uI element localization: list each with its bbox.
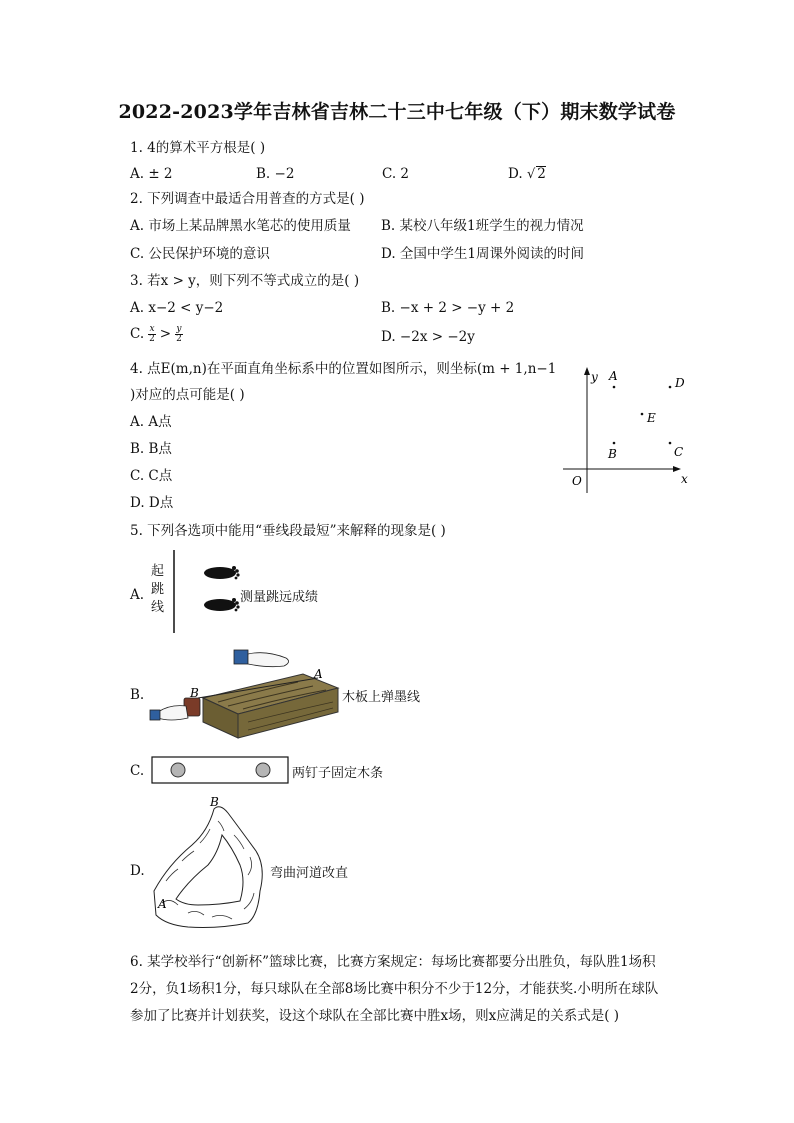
q4-coordinate-figure <box>555 365 705 495</box>
y-axis-arrow <box>584 367 590 375</box>
q1-option-a: A. ± 2 <box>130 166 173 182</box>
origin-label: O <box>572 474 582 488</box>
q3-option-a: A. x−2 < y−2 <box>130 300 224 316</box>
q2-option-d: D. 全国中学生1周课外阅读的时间 <box>381 246 585 262</box>
q5-d-point-b: B <box>210 795 219 809</box>
question-6-line3: 参加了比赛并计划获奖，设这个球队在全部比赛中胜x场，则x应满足的关系式是( ) <box>130 1008 620 1024</box>
q5-option-a-label: A. <box>130 587 145 603</box>
q5-a-caption: 测量跳远成绩 <box>240 590 319 605</box>
q3-c-frac1-den: 2 <box>149 334 155 344</box>
q5-option-b-label: B. <box>130 687 145 703</box>
q5-b-point-a: A <box>314 667 323 681</box>
q2-option-c: C. 公民保护环境的意识 <box>130 246 270 262</box>
question-4-stem-line2: )对应的点可能是( ) <box>130 387 245 403</box>
question-4-stem-line1: 4. 点E(m,n)在平面直角坐标系中的位置如图所示，则坐标(m + 1,n−1 <box>130 361 557 377</box>
q5-d-river-figure <box>148 795 270 935</box>
question-3-stem: 3. 若x > y，则下列不等式成立的是( ) <box>130 273 360 289</box>
y-axis-label: y <box>591 370 598 384</box>
point-d-dot <box>669 386 672 389</box>
q3-option-c-prefix: C. <box>130 326 149 342</box>
q1-option-b: B. −2 <box>256 166 295 182</box>
q5-a-side-char-3: 线 <box>151 600 165 615</box>
nail-left-icon <box>171 763 185 777</box>
q4-option-a: A. A点 <box>130 414 172 430</box>
point-e-dot <box>641 413 644 416</box>
q3-c-frac2-den: 2 <box>176 334 182 344</box>
q3-option-b: B. −x + 2 > −y + 2 <box>381 300 515 316</box>
point-b-dot <box>613 442 616 445</box>
question-2-stem: 2. 下列调查中最适合用普查的方式是( ) <box>130 191 365 207</box>
q5-b-point-b: B <box>190 686 199 700</box>
q3-c-frac1-num: x <box>149 324 155 334</box>
q5-a-side-text <box>151 563 164 617</box>
q5-d-point-a: A <box>158 897 167 911</box>
q2-option-a: A. 市场上某品牌黑水笔芯的使用质量 <box>130 218 351 234</box>
q1-option-d-prefix: D. <box>508 166 527 182</box>
question-6-line1: 6. 某学校举行“创新杯”篮球比赛，比赛方案规定：每场比赛都要分出胜负，每队胜1场积 <box>130 954 656 970</box>
q3-c-frac2-num: y <box>176 324 182 334</box>
question-6-line2: 2分，负1场积1分，每只球队在全部8场比赛中积分不少于12分，才能获奖.小明所在球队 <box>130 981 659 997</box>
nail-right-icon <box>256 763 270 777</box>
point-c-label: C <box>674 445 684 459</box>
q3-option-d: D. −2x > −2y <box>381 329 475 345</box>
footprint-bottom-icon <box>204 598 240 611</box>
point-a-label: A <box>609 369 618 383</box>
point-d-label: D <box>675 376 685 390</box>
point-c-dot <box>669 442 672 445</box>
x-axis-arrow <box>673 466 681 472</box>
upper-hand-icon <box>234 650 289 667</box>
q5-a-side-char-2: 跳 <box>151 582 165 597</box>
question-5-stem: 5. 下列各选项中能用“垂线段最短”来解释的现象是( ) <box>130 523 446 539</box>
q5-a-side-char-1: 起 <box>151 564 165 579</box>
x-axis-label: x <box>681 472 688 486</box>
q5-d-caption: 弯曲河道改直 <box>270 866 349 881</box>
q5-b-board-figure <box>148 646 343 741</box>
q3-option-c <box>130 325 183 344</box>
point-b-label: B <box>608 447 617 461</box>
point-e-label: E <box>647 411 656 425</box>
q3-c-gt: > <box>155 326 176 342</box>
q5-c-strip-figure <box>151 756 291 786</box>
q1-option-c: C. 2 <box>382 166 410 182</box>
question-1-stem: 1. 4的算术平方根是( ) <box>130 140 266 156</box>
lower-hand-icon <box>150 698 200 720</box>
exam-title: 2022-2023学年吉林省吉林二十三中七年级（下）期末数学试卷 <box>118 101 676 123</box>
q5-a-footprints-figure <box>170 550 240 635</box>
point-a-dot <box>613 386 616 389</box>
q4-option-c: C. C点 <box>130 468 173 484</box>
q4-option-d: D. D点 <box>130 495 174 511</box>
q2-option-b: B. 某校八年级1班学生的视力情况 <box>381 218 584 234</box>
q1-option-d-radicand: 2 <box>537 166 546 182</box>
q4-option-b: B. B点 <box>130 441 172 457</box>
q5-option-c-label: C. <box>130 763 145 779</box>
q5-b-caption: 木板上弹墨线 <box>342 690 421 705</box>
q5-option-d-label: D. <box>130 863 145 879</box>
q5-c-caption: 两钉子固定木条 <box>292 766 384 781</box>
q1-option-d: D. √ 2 <box>508 166 546 182</box>
footprint-top-icon <box>204 566 240 579</box>
